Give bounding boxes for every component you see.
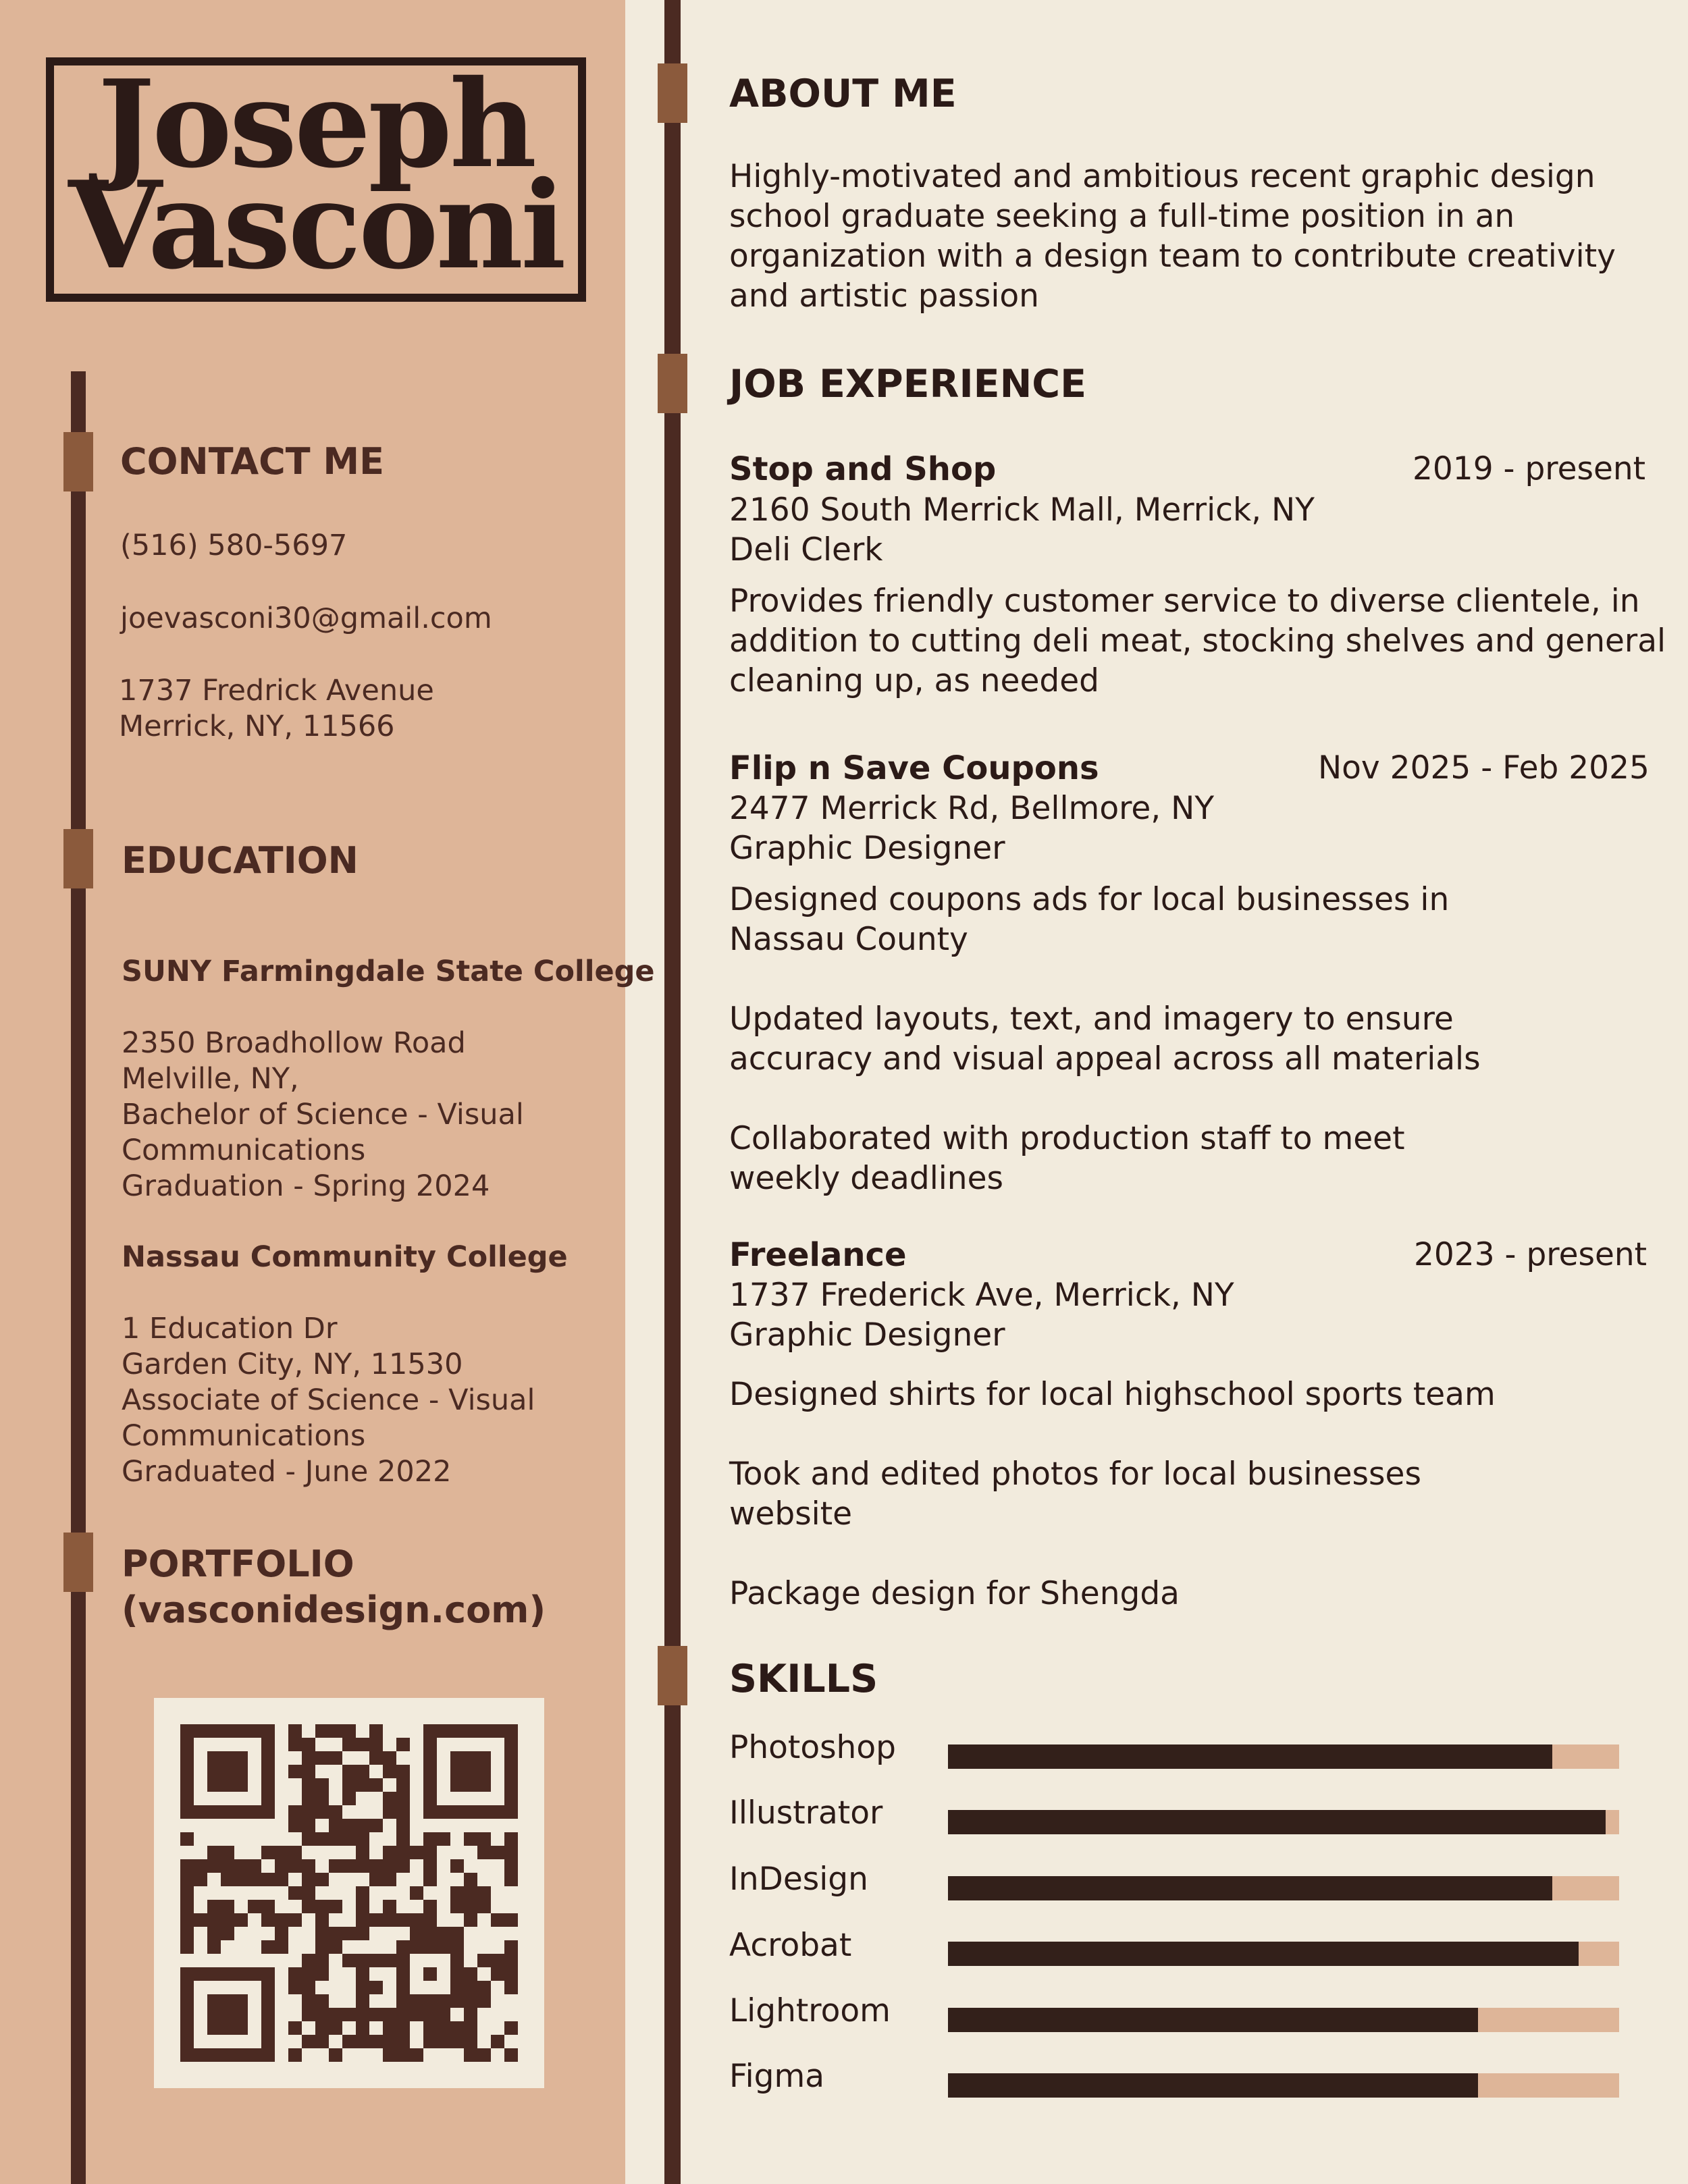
school-details: 1 Education Dr Garden City, NY, 11530 Associate of Science - Visual Communications Graduated - June 2022	[122, 1312, 535, 1489]
skill-bar	[948, 1876, 1619, 1900]
skill-name: Illustrator	[729, 1794, 883, 1832]
contact-heading: CONTACT ME	[120, 440, 385, 483]
skill-bar-fill	[948, 1876, 1552, 1900]
skill-bar-fill	[948, 2073, 1478, 2098]
skill-name: InDesign	[729, 1861, 868, 1898]
skill-bar-fill	[948, 1942, 1579, 1966]
job-description: Designed coupons ads for local businesses in Nassau County Updated layouts, text, and imagery to ensure accuracy and visual appeal across all materials Collaborated with production staff to meet weekly deadlines	[729, 881, 1481, 1197]
about-text: Highly-motivated and ambitious recent graphic design school graduate seeking a full-time position in an organization with a design team to contribute creativity and artistic passion	[729, 158, 1616, 315]
job-description: Designed shirts for local highschool sports team Took and edited photos for local businesses website Package design for Shengda	[729, 1376, 1496, 1612]
skill-name: Figma	[729, 2058, 825, 2095]
experience-marker	[658, 354, 687, 413]
experience-heading: JOB EXPERIENCE	[729, 362, 1087, 406]
portfolio-marker	[63, 1533, 93, 1592]
education-heading: EDUCATION	[122, 839, 359, 882]
contact-phone: (516) 580-5697	[120, 529, 348, 562]
skill-name: Photoshop	[729, 1729, 896, 1766]
school-name: Nassau Community College	[122, 1240, 568, 1274]
qr-code	[154, 1698, 544, 2088]
skill-bar-fill	[948, 2008, 1478, 2032]
school-name: SUNY Farmingdale State College	[122, 955, 655, 988]
job-company: Flip n Save Coupons	[729, 749, 1099, 787]
job-dates: 2019 - present	[1413, 450, 1646, 487]
skill-bar-fill	[948, 1744, 1552, 1769]
about-heading: ABOUT ME	[729, 72, 957, 116]
name-logo	[46, 53, 586, 302]
skill-bar	[948, 2073, 1619, 2098]
job-description: Provides friendly customer service to diverse clientele, in addition to cutting deli meat, stocking shelves and general cleaning up, as needed	[729, 583, 1666, 699]
skill-name: Acrobat	[729, 1927, 852, 1964]
education-marker	[63, 829, 93, 888]
main-divider-line	[664, 0, 681, 2184]
skills-marker	[658, 1646, 687, 1705]
job-dates: Nov 2025 - Feb 2025	[1318, 749, 1650, 787]
skill-name: Lightroom	[729, 1992, 891, 2029]
job-details: 2160 South Merrick Mall, Merrick, NY Deli Clerk	[729, 491, 1315, 568]
qr-code-graphic	[154, 1698, 544, 2088]
job-company: Freelance	[729, 1236, 907, 1274]
contact-marker	[63, 432, 93, 491]
job-details: 1737 Frederick Ave, Merrick, NY Graphic Designer	[729, 1277, 1234, 1354]
contact-email[interactable]: joevasconi30@gmail.com	[120, 602, 492, 635]
last-name: Vasconi	[68, 155, 564, 296]
sidebar-divider-line	[71, 371, 86, 2184]
skills-heading: SKILLS	[729, 1657, 878, 1701]
portfolio-heading[interactable]: PORTFOLIO (vasconidesign.com)	[122, 1543, 546, 1631]
contact-address: 1737 Fredrick Avenue Merrick, NY, 11566	[119, 674, 434, 743]
skill-bar	[948, 2008, 1619, 2032]
first-name: Joseph	[97, 53, 535, 194]
job-details: 2477 Merrick Rd, Bellmore, NY Graphic Designer	[729, 790, 1215, 867]
skill-bar	[948, 1942, 1619, 1966]
about-marker	[658, 63, 687, 123]
skill-bar-fill	[948, 1810, 1606, 1834]
education-entry	[122, 918, 655, 1240]
job-dates: 2023 - present	[1414, 1236, 1647, 1273]
skill-bar	[948, 1810, 1619, 1834]
skill-bar	[948, 1744, 1619, 1769]
job-company: Stop and Shop	[729, 450, 997, 488]
education-entry	[122, 1204, 568, 1526]
school-details: 2350 Broadhollow Road Melville, NY, Bachelor of Science - Visual Communications Graduation - Spring 2024	[122, 1026, 524, 1203]
